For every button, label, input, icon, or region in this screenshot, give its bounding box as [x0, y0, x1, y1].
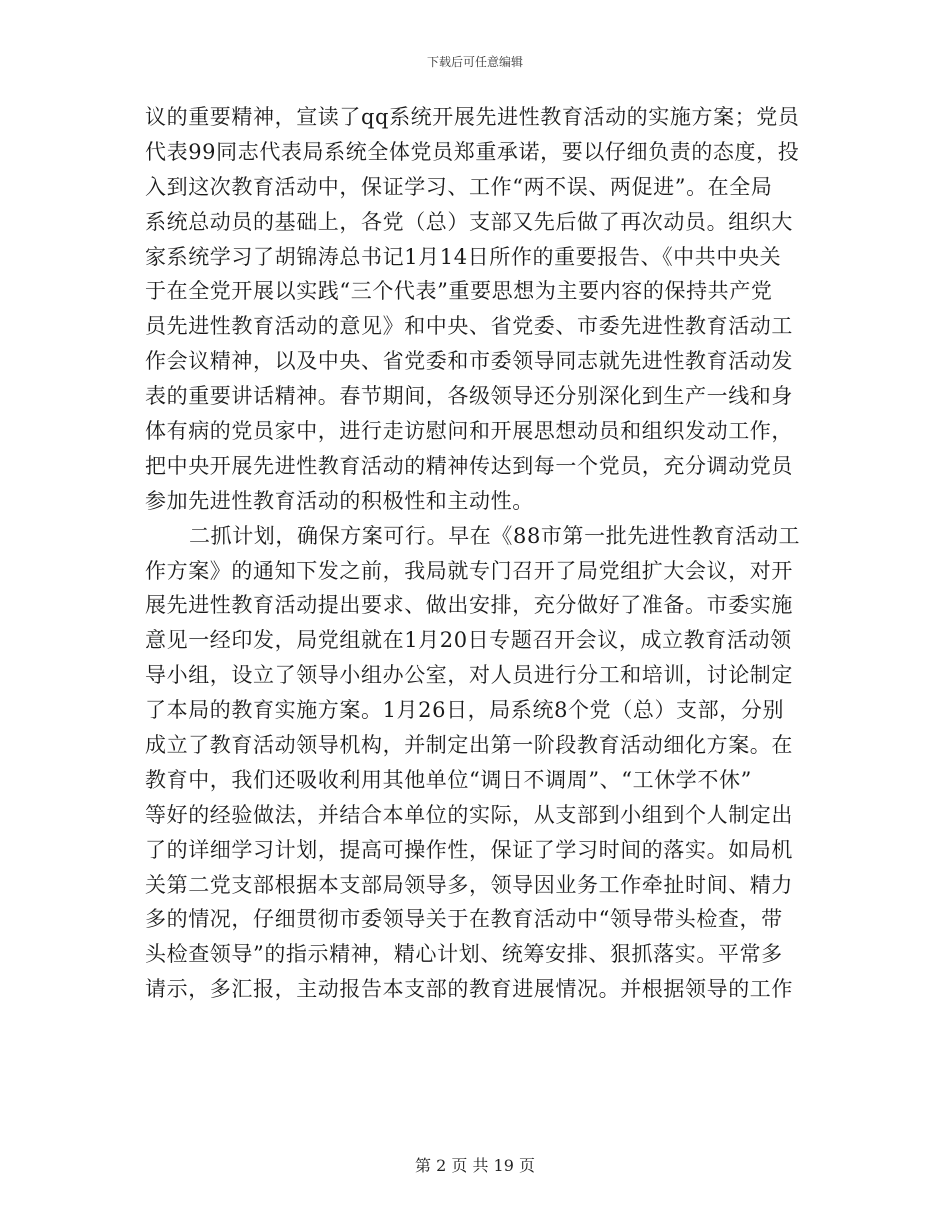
- text-line: 意见一经印发，局党组就在1月20日专题召开会议，成立教育活动领: [145, 628, 792, 653]
- text-line: 议的重要精神，宣读了qq系统开展先进性教育活动的实施方案；党员: [145, 105, 800, 129]
- text-line: 于在全党开展以实践“三个代表”重要思想为主要内容的保持共产党: [145, 279, 773, 304]
- text-line: 多的情况，仔细贯彻市委领导关于在教育活动中“领导带头检查，带: [145, 907, 783, 932]
- text-line: 关第二党支部根据本支部局领导多，领导因业务工作牵扯时间、精力: [145, 872, 793, 897]
- text-line: 员先进性教育活动的意见》和中央、省党委、市委先进性教育活动工: [145, 314, 793, 339]
- text-line: 家系统学习了胡锦涛总书记1月14日所作的重要报告、《中共中央关: [145, 244, 782, 269]
- paragraph-2: [145, 519, 805, 1007]
- text-line: 作会议精神，以及中央、省党委和市委领导同志就先进性教育活动发: [145, 349, 793, 374]
- text-line: 参加先进性教育活动的积极性和主动性。: [145, 488, 534, 513]
- text-line: 教育中，我们还吸收利用其他单位“调日不调周”、“工休学不休”: [145, 767, 752, 792]
- text-line: 代表99同志代表局系统全体党员郑重承诺，要以仔细负责的态度，投: [145, 139, 800, 164]
- document-body: [145, 100, 805, 1007]
- text-line: 体有病的党员家中，进行走访慰问和开展思想动员和组织发动工作，: [145, 419, 793, 444]
- text-line: 了的详细学习计划，提高可操作性，保证了学习时间的落实。如局机: [145, 837, 793, 862]
- text-line: 入到这次教育活动中，保证学习、工作“两不误、两促进”。在全局: [145, 174, 773, 199]
- text-line: 请示，多汇报，主动报告本支部的教育进展情况。并根据领导的工作: [145, 977, 793, 1002]
- text-line: 把中央开展先进性教育活动的精神传达到每一个党员，充分调动党员: [145, 453, 793, 478]
- page-footer: 第 2 页 共 19 页: [415, 1156, 535, 1175]
- text-line: 了本局的教育实施方案。1月26日，局系统8个党（总）支部，分别: [145, 698, 785, 723]
- text-line: 头检查领导”的指示精神，精心计划、统筹安排、狠抓落实。平常多: [145, 942, 783, 967]
- page-header: 下载后可任意编辑: [426, 55, 523, 69]
- text-line: 二抓计划，确保方案可行。早在《88市第一批先进性教育活动工: [189, 523, 801, 548]
- text-line: 等好的经验做法，并结合本单位的实际，从支部到小组到个人制定出: [145, 802, 793, 827]
- text-line: 作方案》的通知下发之前，我局就专门召开了局党组扩大会议，对开: [145, 558, 793, 583]
- text-line: 表的重要讲话精神。春节期间，各级领导还分别深化到生产一线和身: [145, 384, 793, 409]
- text-line: 导小组，设立了领导小组办公室，对人员进行分工和培训，讨论制定: [145, 663, 793, 688]
- text-line: 成立了教育活动领导机构，并制定出第一阶段教育活动细化方案。在: [145, 733, 793, 758]
- text-line: 系统总动员的基础上，各党（总）支部又先后做了再次动员。组织大: [145, 209, 793, 234]
- paragraph-1: [145, 100, 805, 519]
- text-line: 展先进性教育活动提出要求、做出安排，充分做好了准备。市委实施: [145, 593, 793, 618]
